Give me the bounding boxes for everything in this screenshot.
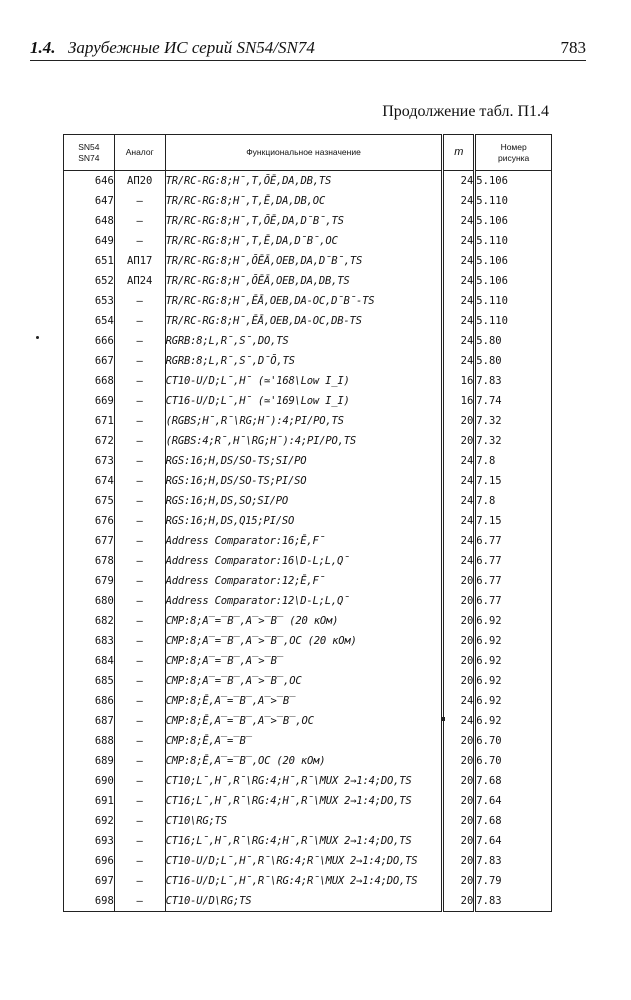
cell-function: CMP:8;Ē,A̅=̅B̅,A̅>̅B̅,OC xyxy=(165,711,443,731)
cell-figure: 5.110 xyxy=(475,291,552,311)
cell-figure: 7.32 xyxy=(475,431,552,451)
col-header-m: m xyxy=(443,135,475,171)
table-row xyxy=(64,811,552,831)
cell-sn-number: 691 xyxy=(64,791,115,811)
cell-sn-number: 688 xyxy=(64,731,115,751)
cell-m: 20 xyxy=(443,671,475,691)
cell-analog: – xyxy=(114,851,165,871)
cell-m: 20 xyxy=(443,831,475,851)
cell-analog: – xyxy=(114,791,165,811)
cell-m: 24 xyxy=(443,211,475,231)
cell-sn-number: 674 xyxy=(64,471,115,491)
table-row xyxy=(64,491,552,511)
cell-analog: АП20 xyxy=(114,171,165,192)
cell-figure: 7.64 xyxy=(475,791,552,811)
cell-figure: 7.64 xyxy=(475,831,552,851)
cell-function: CMP:8;A̅=̅B̅,A̅>̅B̅,OC xyxy=(165,671,443,691)
cell-m: 24 xyxy=(443,171,475,192)
table-row xyxy=(64,591,552,611)
cell-m: 16 xyxy=(443,371,475,391)
cell-analog: – xyxy=(114,491,165,511)
cell-figure: 5.110 xyxy=(475,191,552,211)
cell-function: Address Comparator:12\D-L;L,Q̄ xyxy=(165,591,443,611)
cell-sn-number: 679 xyxy=(64,571,115,591)
cell-function: CT10\RG;TS xyxy=(165,811,443,831)
cell-figure: 7.83 xyxy=(475,891,552,912)
cell-m: 24 xyxy=(443,511,475,531)
cell-function: RGS:16;H,DS,SO;SI/PO xyxy=(165,491,443,511)
cell-analog: – xyxy=(114,211,165,231)
cell-m: 20 xyxy=(443,611,475,631)
cell-analog: – xyxy=(114,531,165,551)
col-header-figure-line1: Номер xyxy=(500,141,527,152)
cell-m: 24 xyxy=(443,451,475,471)
cell-sn-number: 682 xyxy=(64,611,115,631)
cell-sn-number: 651 xyxy=(64,251,115,271)
table-row xyxy=(64,791,552,811)
cell-function: RGS:16;H,DS,Q15;PI/SO xyxy=(165,511,443,531)
table-row xyxy=(64,411,552,431)
cell-analog: – xyxy=(114,771,165,791)
table-row xyxy=(64,251,552,271)
cell-function: (RGBS:4;R̄,H̄\RG;H̄):4;PI/PO,TS xyxy=(165,431,443,451)
cell-sn-number: 693 xyxy=(64,831,115,851)
cell-function: TR/RC-RG:8;H̄,T,ŌĒ,DA,DB,TS xyxy=(165,171,443,192)
stray-mark xyxy=(36,336,39,339)
cell-function: CMP:8;A̅=̅B̅,A̅>̅B̅ (20 кОм) xyxy=(165,611,443,631)
cell-figure: 5.110 xyxy=(475,311,552,331)
table-header-row xyxy=(64,135,552,171)
table-row xyxy=(64,211,552,231)
cell-sn-number: 689 xyxy=(64,751,115,771)
cell-figure: 5.106 xyxy=(475,211,552,231)
cell-function: TR/RC-RG:8;H̄,ĒĀ,OEB,DA-OC,DB-TS xyxy=(165,311,443,331)
cell-sn-number: 649 xyxy=(64,231,115,251)
cell-sn-number: 677 xyxy=(64,531,115,551)
cell-m: 24 xyxy=(443,271,475,291)
cell-analog: – xyxy=(114,191,165,211)
section-title: Зарубежные ИС серий SN54/SN74 xyxy=(68,38,315,57)
cell-function: CT10-U/D;L̄,H̄,R̄\RG:4;R̄\MUX 2→1:4;DO,TS xyxy=(165,851,443,871)
cell-figure: 5.80 xyxy=(475,351,552,371)
col-header-analog: Аналог xyxy=(114,135,165,171)
cell-m: 20 xyxy=(443,791,475,811)
cell-figure: 6.92 xyxy=(475,631,552,651)
table-row xyxy=(64,271,552,291)
cell-sn-number: 669 xyxy=(64,391,115,411)
cell-sn-number: 680 xyxy=(64,591,115,611)
cell-function: CMP:8;Ē,A̅=̅B̅,OC (20 кОм) xyxy=(165,751,443,771)
cell-m: 20 xyxy=(443,571,475,591)
cell-sn-number: 684 xyxy=(64,651,115,671)
cell-figure: 7.15 xyxy=(475,511,552,531)
cell-sn-number: 697 xyxy=(64,871,115,891)
cell-figure: 6.92 xyxy=(475,651,552,671)
table-row xyxy=(64,711,552,731)
cell-function: CT10-U/D;L̄,H̄ (≃'168\Low I_I) xyxy=(165,371,443,391)
cell-analog: – xyxy=(114,471,165,491)
cell-sn-number: 698 xyxy=(64,891,115,912)
cell-m: 20 xyxy=(443,731,475,751)
cell-sn-number: 648 xyxy=(64,211,115,231)
cell-function: CT16-U/D;L̄,H̄ (≃'169\Low I_I) xyxy=(165,391,443,411)
table-row xyxy=(64,831,552,851)
cell-sn-number: 678 xyxy=(64,551,115,571)
col-header-sn-line1: SN54 xyxy=(78,141,100,152)
cell-figure: 7.32 xyxy=(475,411,552,431)
cell-m: 24 xyxy=(443,231,475,251)
cell-analog: – xyxy=(114,371,165,391)
cell-m: 16 xyxy=(443,391,475,411)
cell-sn-number: 652 xyxy=(64,271,115,291)
cell-function: CT10;L̄,H̄,R̄\RG:4;H̄,R̄\MUX 2→1:4;DO,TS xyxy=(165,771,443,791)
cell-analog: – xyxy=(114,291,165,311)
table-row xyxy=(64,471,552,491)
cell-sn-number: 676 xyxy=(64,511,115,531)
cell-m: 24 xyxy=(443,471,475,491)
col-header-sn xyxy=(64,135,115,171)
cell-sn-number: 666 xyxy=(64,331,115,351)
cell-m: 20 xyxy=(443,891,475,912)
col-header-sn-line2: SN74 xyxy=(78,152,100,163)
table-continuation-caption: Продолжение табл. П1.4 xyxy=(382,103,549,120)
cell-sn-number: 646 xyxy=(64,171,115,192)
section-number: 1.4. xyxy=(30,38,56,57)
cell-figure: 7.83 xyxy=(475,851,552,871)
cell-m: 20 xyxy=(443,771,475,791)
cell-analog: – xyxy=(114,651,165,671)
cell-analog: АП24 xyxy=(114,271,165,291)
cell-figure: 5.106 xyxy=(475,251,552,271)
cell-analog: – xyxy=(114,391,165,411)
cell-sn-number: 687 xyxy=(64,711,115,731)
cell-function: Address Comparator:16;Ē,F̄ xyxy=(165,531,443,551)
cell-function: CMP:8;Ē,A̅=̅B̅,A̅>̅B̅ xyxy=(165,691,443,711)
cell-figure: 5.106 xyxy=(475,271,552,291)
cell-analog: – xyxy=(114,511,165,531)
cell-analog: – xyxy=(114,591,165,611)
table-row xyxy=(64,531,552,551)
page-header xyxy=(30,38,586,60)
cell-sn-number: 668 xyxy=(64,371,115,391)
table-row xyxy=(64,691,552,711)
cell-analog: – xyxy=(114,711,165,731)
table-row xyxy=(64,391,552,411)
table-row xyxy=(64,771,552,791)
cell-sn-number: 692 xyxy=(64,811,115,831)
cell-function: CT16-U/D;L̄,H̄,R̄\RG:4;R̄\MUX 2→1:4;DO,TS xyxy=(165,871,443,891)
cell-m: 24 xyxy=(443,191,475,211)
cell-m: 24 xyxy=(443,711,475,731)
cell-m: 20 xyxy=(443,411,475,431)
cell-analog: – xyxy=(114,611,165,631)
cell-function: TR/RC-RG:8;H̄,ŌĒĀ,OEB,DA,D̄B̄,TS xyxy=(165,251,443,271)
cell-analog: – xyxy=(114,451,165,471)
cell-analog: – xyxy=(114,231,165,251)
cell-function: TR/RC-RG:8;H̄,ĒĀ,OEB,DA-OC,D̄B̄-TS xyxy=(165,291,443,311)
cell-figure: 7.8 xyxy=(475,451,552,471)
cell-figure: 7.15 xyxy=(475,471,552,491)
cell-figure: 6.92 xyxy=(475,611,552,631)
cell-sn-number: 647 xyxy=(64,191,115,211)
cell-function: CT16;L̄,H̄,R̄\RG:4;H̄,R̄\MUX 2→1:4;DO,TS xyxy=(165,791,443,811)
cell-function: RGS:16;H,DS/SO-TS;SI/PO xyxy=(165,451,443,471)
header-rule xyxy=(30,60,586,61)
cell-function: RGRB:8;L,R̄,S̄,D̄Ō,TS xyxy=(165,351,443,371)
cell-sn-number: 667 xyxy=(64,351,115,371)
cell-analog: – xyxy=(114,831,165,851)
cell-analog: – xyxy=(114,431,165,451)
cell-figure: 6.77 xyxy=(475,551,552,571)
cell-sn-number: 690 xyxy=(64,771,115,791)
cell-analog: – xyxy=(114,631,165,651)
cell-function: RGRB:8;L,R̄,S̄,DO,TS xyxy=(165,331,443,351)
cell-function: TR/RC-RG:8;H̄,T,ŌĒ,DA,D̄B̄,TS xyxy=(165,211,443,231)
cell-figure: 6.77 xyxy=(475,531,552,551)
cell-m: 20 xyxy=(443,591,475,611)
col-header-function: Функциональное назначение xyxy=(165,135,443,171)
cell-function: (RGBS;H̄,R̄\RG;H̄):4;PI/PO,TS xyxy=(165,411,443,431)
cell-function: CMP:8;Ē,A̅=̅B̅ xyxy=(165,731,443,751)
cell-analog: – xyxy=(114,671,165,691)
cell-m: 24 xyxy=(443,251,475,271)
cell-analog: – xyxy=(114,351,165,371)
table-row xyxy=(64,291,552,311)
col-header-figure xyxy=(475,135,552,171)
cell-m: 24 xyxy=(443,291,475,311)
cell-analog: – xyxy=(114,331,165,351)
cell-sn-number: 671 xyxy=(64,411,115,431)
cell-analog: – xyxy=(114,891,165,912)
cell-figure: 6.92 xyxy=(475,711,552,731)
cell-figure: 7.79 xyxy=(475,871,552,891)
table-row xyxy=(64,871,552,891)
cell-figure: 5.110 xyxy=(475,231,552,251)
table-row xyxy=(64,671,552,691)
cell-figure: 6.92 xyxy=(475,671,552,691)
cell-m: 24 xyxy=(443,491,475,511)
cell-analog: – xyxy=(114,571,165,591)
table-row xyxy=(64,191,552,211)
table-row xyxy=(64,351,552,371)
table-row xyxy=(64,611,552,631)
cell-analog: – xyxy=(114,411,165,431)
table-row xyxy=(64,371,552,391)
cell-m: 20 xyxy=(443,431,475,451)
col-header-figure-line2: рисунка xyxy=(497,152,530,163)
table-row xyxy=(64,311,552,331)
cell-analog: – xyxy=(114,811,165,831)
cell-analog: – xyxy=(114,551,165,571)
table-row xyxy=(64,651,552,671)
cell-analog: – xyxy=(114,871,165,891)
cell-figure: 6.70 xyxy=(475,731,552,751)
table-row xyxy=(64,171,552,192)
table-row xyxy=(64,631,552,651)
cell-function: Address Comparator:16\D-L;L,Q̄ xyxy=(165,551,443,571)
cell-m: 24 xyxy=(443,311,475,331)
cell-m: 20 xyxy=(443,811,475,831)
cell-function: RGS:16;H,DS/SO-TS;PI/SO xyxy=(165,471,443,491)
cell-sn-number: 686 xyxy=(64,691,115,711)
table-row xyxy=(64,571,552,591)
cell-m: 20 xyxy=(443,751,475,771)
table-row xyxy=(64,431,552,451)
cell-m: 24 xyxy=(443,691,475,711)
cell-figure: 5.80 xyxy=(475,331,552,351)
cell-figure: 6.70 xyxy=(475,751,552,771)
cell-function: Address Comparator:12;Ē,F̄ xyxy=(165,571,443,591)
cell-m: 20 xyxy=(443,871,475,891)
table-row xyxy=(64,331,552,351)
table-row xyxy=(64,451,552,471)
table-row xyxy=(64,551,552,571)
cell-sn-number: 653 xyxy=(64,291,115,311)
cell-analog: – xyxy=(114,311,165,331)
cell-function: CMP:8;A̅=̅B̅,A̅>̅B̅,OC (20 кОм) xyxy=(165,631,443,651)
cell-analog: – xyxy=(114,751,165,771)
cell-analog: – xyxy=(114,691,165,711)
cell-sn-number: 672 xyxy=(64,431,115,451)
cell-m: 24 xyxy=(443,331,475,351)
cell-sn-number: 696 xyxy=(64,851,115,871)
cell-function: TR/RC-RG:8;H̄,T,Ē,DA,DB,OC xyxy=(165,191,443,211)
cell-function: TR/RC-RG:8;H̄,ŌĒĀ,OEB,DA,DB,TS xyxy=(165,271,443,291)
cell-sn-number: 675 xyxy=(64,491,115,511)
cell-figure: 7.68 xyxy=(475,771,552,791)
cell-sn-number: 685 xyxy=(64,671,115,691)
ic-table xyxy=(63,134,552,912)
cell-analog: – xyxy=(114,731,165,751)
cell-m: 24 xyxy=(443,351,475,371)
table-row xyxy=(64,891,552,912)
cell-figure: 7.74 xyxy=(475,391,552,411)
cell-function: TR/RC-RG:8;H̄,T,Ē,DA,D̄B̄,OC xyxy=(165,231,443,251)
cell-sn-number: 683 xyxy=(64,631,115,651)
cell-m: 20 xyxy=(443,631,475,651)
table-row xyxy=(64,851,552,871)
table-row xyxy=(64,231,552,251)
table-row xyxy=(64,511,552,531)
cell-m: 20 xyxy=(443,651,475,671)
cell-function: CT16;L̄,H̄,R̄\RG:4;H̄,R̄\MUX 2→1:4;DO,TS xyxy=(165,831,443,851)
cell-function: CMP:8;A̅=̅B̅,A̅>̅B̅ xyxy=(165,651,443,671)
page-number: 783 xyxy=(560,38,586,57)
cell-figure: 6.77 xyxy=(475,571,552,591)
cell-figure: 7.68 xyxy=(475,811,552,831)
table-row xyxy=(64,751,552,771)
table-row xyxy=(64,731,552,751)
cell-figure: 6.92 xyxy=(475,691,552,711)
cell-analog: АП17 xyxy=(114,251,165,271)
cell-figure: 7.83 xyxy=(475,371,552,391)
cell-figure: 5.106 xyxy=(475,171,552,192)
cell-figure: 7.8 xyxy=(475,491,552,511)
cell-sn-number: 654 xyxy=(64,311,115,331)
cell-sn-number: 673 xyxy=(64,451,115,471)
cell-m: 24 xyxy=(443,551,475,571)
cell-m: 20 xyxy=(443,851,475,871)
cell-function: CT10-U/D\RG;TS xyxy=(165,891,443,912)
cell-figure: 6.77 xyxy=(475,591,552,611)
cell-m: 24 xyxy=(443,531,475,551)
